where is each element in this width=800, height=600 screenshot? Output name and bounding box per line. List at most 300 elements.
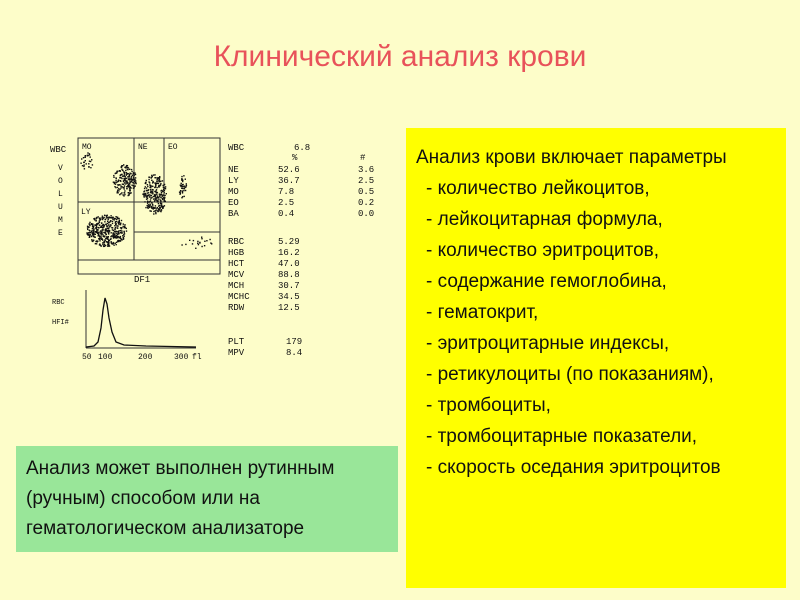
scatter-x-label: DF1: [134, 275, 151, 285]
scatter-dot: [103, 229, 104, 230]
scatter-dot: [125, 167, 126, 168]
scatter-dot: [147, 207, 148, 208]
scatter-dot: [108, 233, 109, 234]
gate-label-ly: LY: [81, 208, 91, 217]
scatter-dot: [201, 237, 202, 238]
scatter-dot: [94, 224, 95, 225]
gate-label-eo: EO: [168, 143, 178, 152]
scatter-dot: [112, 229, 113, 230]
scatter-dot: [93, 233, 94, 234]
scatter-dot: [98, 216, 99, 217]
scatter-dot: [197, 243, 198, 244]
scatter-dot: [89, 223, 90, 224]
scatter-dot: [95, 232, 96, 233]
method-note-text: Анализ может выполнен рутинным (ручным) способом или на гематологическом анализаторе: [26, 458, 335, 539]
parameters-item: - тромбоцитарные показатели,: [426, 426, 698, 447]
hist-tick-100: 100: [98, 353, 113, 362]
scatter-dots: [80, 152, 212, 249]
result-col-abs: #: [360, 153, 366, 163]
scatter-dot: [108, 219, 109, 220]
scatter-dot: [123, 226, 124, 227]
scatter-dot: [166, 193, 167, 194]
hist-label-rbc: RBC: [52, 299, 65, 307]
result-name: MCV: [228, 270, 245, 280]
scatter-dot: [157, 210, 158, 211]
scatter-dot: [133, 173, 134, 174]
scatter-dot: [123, 237, 124, 238]
scatter-dot: [113, 182, 114, 183]
scatter-dot: [128, 192, 129, 193]
scatter-dot: [117, 171, 118, 172]
scatter-dot: [94, 236, 95, 237]
scatter-dot: [88, 232, 89, 233]
scatter-dot: [105, 245, 106, 246]
scatter-dot: [126, 230, 127, 231]
scatter-dot: [180, 190, 181, 191]
scatter-dot: [122, 184, 123, 185]
scatter-dot: [147, 186, 148, 187]
scatter-dot: [81, 158, 82, 159]
scatter-dot: [125, 170, 126, 171]
scatter-dot: [108, 222, 109, 223]
scatter-dot: [83, 164, 84, 165]
scatter-dot: [164, 184, 165, 185]
scatter-dot: [134, 172, 135, 173]
scatter-dot: [130, 192, 131, 193]
scatter-dot: [116, 244, 117, 245]
scatter-dot: [102, 242, 103, 243]
scatter-dot: [101, 226, 102, 227]
scatter-dot: [129, 174, 130, 175]
scatter-dot: [201, 246, 202, 247]
scatter-dot: [93, 229, 94, 230]
scatter-dot: [162, 207, 163, 208]
scatter-dot: [115, 173, 116, 174]
hist-tick-300: 300: [174, 353, 189, 362]
result-name: MPV: [228, 348, 245, 358]
scatter-dot: [93, 227, 94, 228]
scatter-dot: [83, 157, 84, 158]
scatter-dot: [119, 230, 120, 231]
result-value: 12.5: [278, 303, 300, 313]
scatter-dot: [89, 225, 90, 226]
scatter-dot: [123, 239, 124, 240]
scatter-dot: [155, 213, 156, 214]
scatter-dot: [126, 186, 127, 187]
parameters-item: - количество эритроцитов,: [426, 240, 660, 261]
scatter-dot: [104, 239, 105, 240]
result-abs: 0.2: [358, 198, 375, 208]
scatter-dot: [116, 172, 117, 173]
scatter-dot: [182, 180, 183, 181]
result-name: BA: [228, 209, 239, 219]
scatter-dot: [144, 196, 145, 197]
scatter-dot: [181, 197, 182, 198]
analyzer-printout-svg: [46, 132, 392, 364]
scatter-dot: [135, 182, 136, 183]
scatter-dot: [126, 172, 127, 173]
scatter-dot: [114, 236, 115, 237]
scatter-dot: [105, 219, 106, 220]
scatter-dot: [115, 222, 116, 223]
scatter-dot: [114, 229, 115, 230]
scatter-dot: [106, 215, 107, 216]
result-name: MCHC: [228, 292, 250, 302]
result-percent: 7.8: [278, 187, 295, 197]
scatter-dot: [96, 223, 97, 224]
scatter-dot: [101, 245, 102, 246]
scatter-dot: [88, 155, 89, 156]
scatter-dot: [145, 193, 146, 194]
scatter-dot: [122, 235, 123, 236]
scatter-dot: [144, 188, 145, 189]
result-value: 16.2: [278, 248, 300, 258]
result-abs: 0.5: [358, 187, 375, 197]
scatter-dot: [125, 180, 126, 181]
scatter-dot: [152, 205, 153, 206]
scatter-dot: [154, 191, 155, 192]
scatter-dot: [132, 182, 133, 183]
scatter-dot: [95, 243, 96, 244]
scatter-dot: [117, 227, 118, 228]
scatter-dot: [92, 164, 93, 165]
scatter-dot: [99, 218, 100, 219]
parameters-item: - эритроцитарные индексы,: [426, 333, 670, 354]
scatter-dot: [149, 184, 150, 185]
scatter-dot: [151, 197, 152, 198]
scatter-dot: [93, 240, 94, 241]
scatter-dot: [96, 218, 97, 219]
scatter-dot: [127, 176, 128, 177]
scatter-dot: [120, 177, 121, 178]
scatter-dot: [142, 194, 143, 195]
scatter-dot: [123, 164, 124, 165]
scatter-dot: [124, 226, 125, 227]
scatter-dot: [134, 179, 135, 180]
scatter-dot: [161, 192, 162, 193]
scatter-dot: [150, 199, 151, 200]
gate-label-mo: MO: [82, 143, 92, 152]
scatter-dot: [124, 194, 125, 195]
scatter-dot: [206, 240, 207, 241]
scatter-dot: [197, 241, 198, 242]
scatter-dot: [160, 181, 161, 182]
scatter-dot: [88, 163, 89, 164]
scatter-dot: [113, 245, 114, 246]
scatter-dot: [145, 186, 146, 187]
scatter-dot: [119, 184, 120, 185]
scatter-dot: [182, 188, 183, 189]
scatter-dot: [157, 178, 158, 179]
scatter-dot: [147, 203, 148, 204]
scatter-dot: [150, 192, 151, 193]
scatter-dot: [180, 185, 181, 186]
scatter-dot: [90, 234, 91, 235]
scatter-dot: [148, 194, 149, 195]
scatter-dot: [93, 232, 94, 233]
scatter-dot: [99, 244, 100, 245]
scatter-dot: [113, 236, 114, 237]
scatter-dot: [121, 165, 122, 166]
scatter-dot: [121, 220, 122, 221]
scatter-dot: [161, 203, 162, 204]
scatter-dot: [182, 186, 183, 187]
scatter-y-letter: U: [58, 203, 63, 212]
page-title: Клинический анализ крови: [213, 40, 587, 73]
scatter-dot: [117, 190, 118, 191]
scatter-dot: [158, 197, 159, 198]
scatter-dot: [146, 187, 147, 188]
scatter-dot: [90, 161, 91, 162]
result-abs: 0.0: [358, 209, 375, 219]
scatter-dot: [93, 228, 94, 229]
scatter-dot: [108, 217, 109, 218]
scatter-dot: [147, 184, 148, 185]
scatter-dot: [155, 194, 156, 195]
scatter-dot: [129, 179, 130, 180]
scatter-dot: [107, 238, 108, 239]
scatter-dot: [163, 189, 164, 190]
scatter-dot: [112, 217, 113, 218]
scatter-dot: [147, 190, 148, 191]
scatter-dot: [209, 239, 210, 240]
scatter-dot: [117, 192, 118, 193]
scatter-dot: [103, 234, 104, 235]
scatter-dot: [155, 197, 156, 198]
scatter-dot: [117, 191, 118, 192]
scatter-dot: [86, 232, 87, 233]
scatter-dot: [112, 227, 113, 228]
scatter-dot: [124, 188, 125, 189]
scatter-dot: [210, 242, 211, 243]
scatter-dot: [95, 220, 96, 221]
scatter-dot: [153, 207, 154, 208]
result-value: 34.5: [278, 292, 300, 302]
scatter-dot: [135, 174, 136, 175]
scatter-dot: [158, 203, 159, 204]
scatter-dot: [85, 155, 86, 156]
scatter-dot: [148, 177, 149, 178]
scatter-dot: [114, 234, 115, 235]
result-percent: 2.5: [278, 198, 295, 208]
scatter-dot: [85, 156, 86, 157]
scatter-dot: [102, 238, 103, 239]
gate-label-ne: NE: [138, 143, 148, 152]
scatter-dot: [149, 210, 150, 211]
parameters-item: - лейкоцитарная формула,: [426, 209, 663, 230]
scatter-dot: [96, 243, 97, 244]
scatter-dot: [99, 219, 100, 220]
scatter-dot: [89, 154, 90, 155]
scatter-dot: [145, 207, 146, 208]
scatter-dot: [107, 244, 108, 245]
scatter-dot: [115, 227, 116, 228]
parameters-item: - тромбоциты,: [426, 395, 551, 416]
scatter-dot: [151, 177, 152, 178]
scatter-dot: [118, 188, 119, 189]
scatter-dot: [113, 232, 114, 233]
scatter-y-letter: V: [58, 164, 63, 173]
method-note-box: [16, 446, 398, 552]
scatter-dot: [152, 204, 153, 205]
scatter-dot: [117, 233, 118, 234]
scatter-dot: [158, 185, 159, 186]
scatter-dot: [155, 205, 156, 206]
scatter-dot: [102, 229, 103, 230]
scatter-dot: [160, 184, 161, 185]
scatter-dot: [125, 183, 126, 184]
scatter-dot: [112, 223, 113, 224]
scatter-dot: [116, 182, 117, 183]
scatter-dot: [151, 206, 152, 207]
scatter-dot: [113, 243, 114, 244]
scatter-dot: [131, 176, 132, 177]
scatter-dot: [130, 182, 131, 183]
scatter-dot: [164, 205, 165, 206]
scatter-dot: [159, 207, 160, 208]
scatter-dot: [128, 173, 129, 174]
scatter-dot: [145, 194, 146, 195]
scatter-dot: [102, 219, 103, 220]
scatter-dot: [120, 187, 121, 188]
scatter-dot: [119, 237, 120, 238]
parameters-box: [406, 128, 786, 588]
scatter-dot: [126, 165, 127, 166]
scatter-dot: [117, 187, 118, 188]
scatter-dot: [151, 208, 152, 209]
scatter-dot: [117, 241, 118, 242]
scatter-dot: [102, 216, 103, 217]
result-name: NE: [228, 165, 239, 175]
scatter-dot: [108, 226, 109, 227]
scatter-dot: [151, 180, 152, 181]
scatter-dot: [148, 192, 149, 193]
scatter-dot: [156, 192, 157, 193]
scatter-dot: [111, 242, 112, 243]
scatter-dot: [123, 187, 124, 188]
parameters-item: - ретикулоциты (по показаниям),: [426, 364, 714, 385]
scatter-dot: [124, 185, 125, 186]
result-percent: 36.7: [278, 176, 300, 186]
scatter-dot: [105, 233, 106, 234]
scatter-dot: [121, 192, 122, 193]
scatter-dot: [115, 187, 116, 188]
scatter-dot: [192, 243, 193, 244]
scatter-dot: [156, 181, 157, 182]
scatter-dot: [115, 235, 116, 236]
scatter-dot: [199, 242, 200, 243]
scatter-dot: [111, 232, 112, 233]
parameters-item: - гематокрит,: [426, 302, 539, 323]
scatter-dot: [157, 201, 158, 202]
scatter-dot: [162, 199, 163, 200]
scatter-y-label: WBC: [50, 145, 67, 155]
scatter-dot: [96, 226, 97, 227]
scatter-dot: [101, 232, 102, 233]
scatter-dot: [195, 248, 196, 249]
result-name: MCH: [228, 281, 245, 291]
scatter-dot: [105, 230, 106, 231]
scatter-dot: [179, 192, 180, 193]
scatter-dot: [134, 174, 135, 175]
scatter-dot: [149, 196, 150, 197]
scatter-dot: [164, 197, 165, 198]
scatter-dot: [152, 189, 153, 190]
scatter-dot: [91, 159, 92, 160]
scatter-dot: [91, 230, 92, 231]
scatter-dot: [149, 204, 150, 205]
scatter-dot: [123, 171, 124, 172]
scatter-dot: [131, 185, 132, 186]
scatter-dot: [151, 185, 152, 186]
scatter-dot: [131, 181, 132, 182]
scatter-dot: [90, 156, 91, 157]
result-abs: 2.5: [358, 176, 375, 186]
scatter-dot: [92, 232, 93, 233]
scatter-dot: [116, 233, 117, 234]
scatter-dot: [156, 194, 157, 195]
scatter-dot: [121, 186, 122, 187]
scatter-dot: [118, 232, 119, 233]
scatter-dot: [118, 224, 119, 225]
result-wbc-label: WBC: [228, 143, 245, 153]
scatter-dot: [117, 218, 118, 219]
scatter-dot: [104, 215, 105, 216]
scatter-dot: [114, 219, 115, 220]
scatter-dot: [156, 208, 157, 209]
scatter-dot: [146, 180, 147, 181]
scatter-dot: [90, 167, 91, 168]
scatter-dot: [100, 230, 101, 231]
scatter-dot: [112, 235, 113, 236]
scatter-dot: [100, 233, 101, 234]
result-value: 179: [286, 337, 303, 347]
scatter-dot: [160, 199, 161, 200]
scatter-dot: [131, 171, 132, 172]
scatter-dot: [131, 177, 132, 178]
scatter-dot: [108, 245, 109, 246]
scatter-dot: [163, 187, 164, 188]
scatter-dot: [184, 187, 185, 188]
scatter-dot: [131, 179, 132, 180]
scatter-dot: [162, 180, 163, 181]
parameters-heading: Анализ крови включает параметры: [416, 147, 727, 168]
scatter-dot: [129, 173, 130, 174]
scatter-dot: [122, 170, 123, 171]
scatter-y-letter: E: [58, 229, 63, 238]
scatter-dot: [154, 177, 155, 178]
scatter-dot: [160, 190, 161, 191]
scatter-dot: [146, 199, 147, 200]
scatter-dot: [92, 234, 93, 235]
scatter-dot: [158, 198, 159, 199]
scatter-dot: [159, 209, 160, 210]
scatter-dot: [186, 183, 187, 184]
scatter-dot: [160, 201, 161, 202]
scatter-dot: [127, 169, 128, 170]
scatter-y-vertical-label: [58, 164, 63, 238]
scatter-dot: [124, 232, 125, 233]
scatter-dot: [198, 244, 199, 245]
scatter-dot: [87, 227, 88, 228]
scatter-dot: [93, 236, 94, 237]
result-percent: 52.6: [278, 165, 300, 175]
scatter-dot: [183, 190, 184, 191]
scatter-dot: [83, 162, 84, 163]
scatter-dot: [144, 201, 145, 202]
scatter-dot: [185, 244, 186, 245]
scatter-dot: [189, 240, 190, 241]
